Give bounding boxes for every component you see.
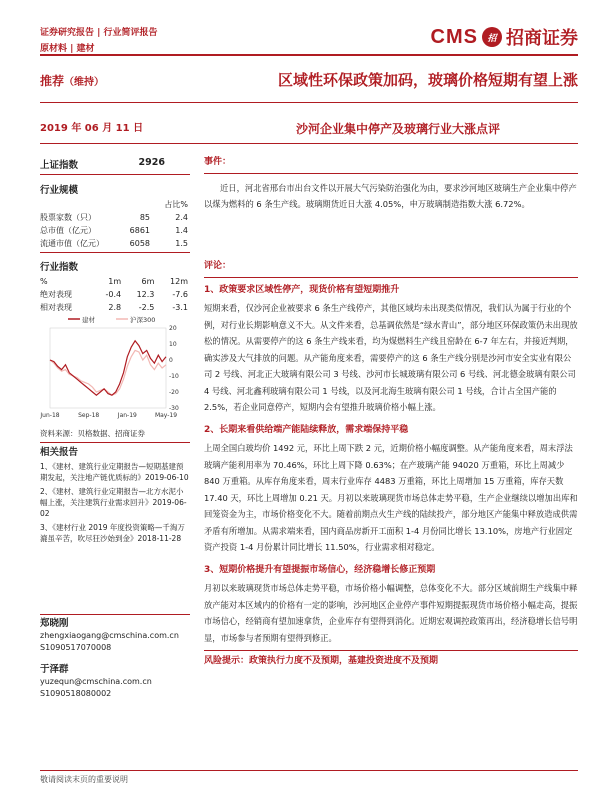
title-divider (40, 102, 578, 103)
event-text: 近日，河北省邢台市出台文件以开展大气污染防治强化为由，要求沙河地区玻璃生产企业集中停产以煤为燃料的 6 条生产线。玻璃期货近日大涨 4.05%，申万玻璃制造指数大涨 6.72%。 (204, 182, 577, 209)
perf-col: 6m (141, 277, 155, 286)
table-row (40, 211, 188, 224)
index-value: 2926 (138, 157, 165, 168)
footer-note: 敬请阅读末页的重要说明 (40, 775, 128, 784)
sidebar-divider (40, 252, 190, 253)
logo-text-cn: 招商证券 (506, 28, 578, 49)
scale-table (40, 198, 188, 250)
series-line (50, 350, 166, 395)
table-row (40, 288, 188, 301)
scale-col-header: 占比% (164, 200, 188, 209)
rating-label: 推荐 (40, 74, 65, 88)
section-3-title: 3、短期价格提升有望提振市场信心，经济稳增长修正预期 (204, 564, 436, 575)
sidebar-divider (40, 442, 190, 443)
industry-index-chart (40, 312, 192, 424)
y-tick-label: -20 (169, 389, 179, 396)
subtitle-divider (40, 143, 578, 144)
perf-12m: -3.1 (172, 303, 188, 312)
scale-v1: 6058 (129, 239, 150, 248)
analyst-2 (40, 664, 190, 700)
scale-name: 股票家数（只） (40, 213, 96, 222)
perf-block (40, 259, 190, 314)
risk-divider (204, 650, 578, 651)
perf-col: % (40, 277, 48, 286)
analyst-name: 于泽群 (40, 664, 69, 675)
analyst-1 (40, 614, 190, 654)
series-line (50, 341, 166, 395)
perf-1m: -0.4 (105, 290, 122, 299)
sidebar-divider (40, 174, 190, 175)
y-tick-label: -10 (169, 373, 179, 380)
header-divider (40, 54, 578, 56)
rating-sub: （维持） (64, 77, 105, 88)
table-header (40, 275, 188, 288)
table-row (40, 237, 188, 250)
chart-y-ticks (169, 325, 179, 412)
scale-title: 行业规模 (40, 185, 79, 196)
chart-x-ticks (40, 412, 177, 419)
section-3-text: 月初以来玻璃现货市场总体走势平稳，市场价格小幅调整，总体变化不大。部分区域前期生产线集中释放产能对本区域内的价格有一定的影响，沙河地区企业停产事件短期提振现货市场价格小幅走高，提振市场信心，经销商有望加速拿货，企业库存有望得到消化。近期宏观调控政策再出，经济稳增长信号明显，市场参与者预期有望得到修正。 (204, 583, 578, 643)
perf-12m: -7.6 (172, 290, 188, 299)
section-2-text: 上周全国白玻均价 1492 元，环比上周下跌 2 元，近期价格小幅度调整。从产能角度来看，周末浮法玻璃产能利用率为 70.46%，环比上周下降 0.63%；在产玻璃产能 94020 万重箱，环比上周减少 840 万重箱。从库存角度来看，周末行业库存 4483 万重箱，环比上周增加 15 万重箱，库存天数 17.40 天，环比上周增加 0.21 天。月初以来玻璃现货市场总体走势平稳，生产企业继续以增加出库和回笼资金为主，市场价格变化不大。随着前期点火生产线的陆续投产，部分地区产能集中释放造成供需矛盾有所增加。从需求端来看，国内商品房新开工面积 1-4 月份同比增长 13.10%，房地产行业固定资产投资 1-4 月份累计同比增长 11.50%，行业需求相对稳定。 (204, 443, 578, 552)
industry-category: 原材料 | 建材 (40, 44, 95, 54)
legend-label: 沪深300 (130, 316, 156, 324)
scale-v2: 1.4 (175, 226, 188, 235)
scale-v2: 2.4 (175, 213, 188, 222)
scale-name: 流通市值（亿元） (40, 239, 104, 248)
chart-series (50, 341, 166, 395)
analyst-cert: S1090518080002 (40, 689, 112, 698)
comment-title: 评论： (204, 261, 232, 271)
scale-v1: 6861 (129, 226, 150, 235)
y-tick-label: 20 (169, 325, 177, 332)
x-tick-label: May-19 (154, 412, 178, 419)
perf-col: 12m (170, 277, 188, 286)
section-1-text: 短期来看，仅沙河企业被要求 6 条生产线停产，其他区域均未出现类似情况，我们认为属于行业的个例，对行业长期影响意义不大。从文件来看，总基调依然是“绿水青山”，部分地区环保政策仍未出现放松的情况。从需要停产的这 6 条生产线来看，均为煤燃料生产线且窑龄在 6-7 年左右，并接近判期，确实涉及大气排放的问题。从产能角度来看，需要停产的这 6 条生产线分别是沙河市安全实业有限公司 2 号线、河北正大玻璃有限公司 3 号线、沙河市长城玻璃有限公司 6 号线、河北德金玻璃有限公司 4 号线、河北鑫利玻璃有限公司 1 号线，以及河北海生玻璃有限公司 1 号线，合计占全国产能的 2.5%，若企业同意停产，短期内会有望推升玻璃价格小幅上涨。 (204, 303, 578, 412)
event-divider (204, 173, 578, 174)
legend-label: 建材 (82, 316, 95, 324)
perf-1m: 2.8 (108, 303, 122, 312)
comment-divider (204, 277, 578, 278)
analyst-email[interactable]: yuzequn@cmschina.com.cn (40, 677, 152, 686)
analyst-cert: S1090517070008 (40, 643, 112, 652)
x-tick-label: Jun-18 (40, 412, 60, 419)
x-tick-label: Jan-19 (117, 412, 137, 419)
y-tick-label: 10 (169, 341, 177, 348)
index-label: 上证指数 (40, 160, 79, 171)
risk-warning: 风险提示：政策执行力度不及预期，基建投资进度不及预期 (204, 656, 439, 666)
logo-text-en: CMS (430, 25, 478, 48)
event-title: 事件： (204, 157, 232, 167)
list-item[interactable]: 3、《建材行业 2019 年度投资策略—千淘万漉虽辛苦，吹尽狂沙始到金》2018-11-28 (40, 523, 185, 543)
page-title: 区域性环保政策加码，玻璃价格短期有望上涨 (277, 71, 578, 89)
perf-6m: -2.5 (138, 303, 155, 312)
y-tick-label: -30 (169, 405, 179, 412)
comment-block (204, 258, 578, 670)
chart-source: 资料来源：贝格数据、招商证券 (40, 429, 145, 438)
related-title: 相关报告 (40, 447, 79, 458)
related-block (40, 447, 190, 544)
logo-mark-icon: 招 (482, 27, 502, 47)
report-date: 2019 年 06 月 11 日 (40, 123, 144, 134)
perf-title: 行业指数 (40, 262, 79, 273)
perf-col: 1m (108, 277, 122, 286)
perf-6m: 12.3 (136, 290, 155, 299)
list-item[interactable]: 2、《建材、建筑行业定期报告—北方水泥小幅上涨，关注建筑行业需求回升》2019-06-02 (40, 487, 187, 518)
sidebar-divider (40, 614, 190, 615)
list-item[interactable]: 1、《建材、建筑行业定期报告—短期基建预期发起，关注地产链优质标的》2019-06-10 (40, 462, 189, 482)
x-tick-label: Sep-18 (78, 412, 100, 419)
footer-divider (40, 770, 578, 771)
page-subtitle: 沙河企业集中停产及玻璃行业大涨点评 (295, 122, 500, 136)
chart-legend (68, 315, 155, 324)
scale-v1: 85 (139, 213, 150, 222)
perf-name: 绝对表现 (40, 290, 72, 299)
perf-name: 相对表现 (40, 303, 72, 312)
event-block (204, 154, 578, 213)
perf-table (40, 275, 188, 314)
y-tick-label: 0 (169, 357, 173, 364)
scale-block (40, 182, 190, 250)
scale-v2: 1.5 (175, 239, 188, 248)
rating (40, 72, 104, 89)
analyst-email[interactable]: zhengxiaogang@cmschina.com.cn (40, 631, 179, 640)
report-type: 证券研究报告 | 行业简评报告 (40, 28, 158, 38)
cms-logo (431, 24, 578, 50)
index-row (40, 157, 190, 171)
table-row (40, 224, 188, 237)
section-2-title: 2、长期来看供给端产能陆续释放，需求端保持平稳 (204, 424, 409, 435)
analyst-name: 郑晓刚 (40, 618, 69, 629)
scale-name: 总市值（亿元） (40, 226, 96, 235)
section-1-title: 1、政策要求区域性停产，现货价格有望短期推升 (204, 284, 400, 295)
